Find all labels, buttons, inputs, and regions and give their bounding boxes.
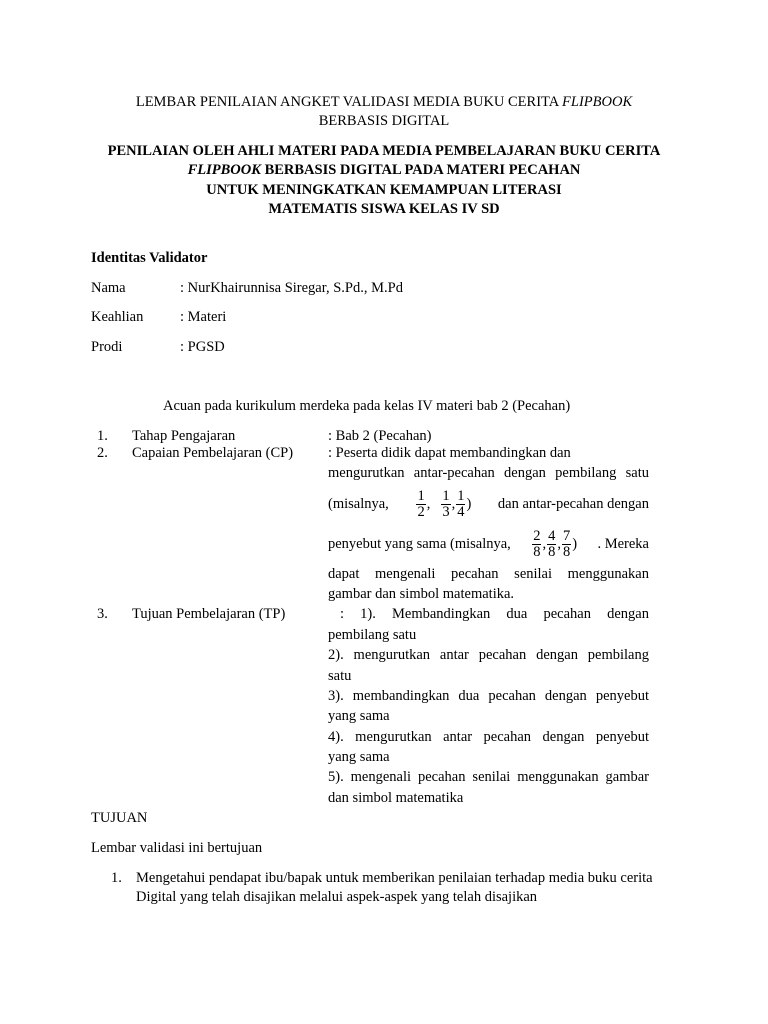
tp-line-10: dan simbol matematika [328,790,464,806]
header-line-2: BERBASIS DIGITAL [318,113,450,129]
tp-line-9: 5). mengenali pecahan senilai menggunakan gambar [328,769,649,785]
fraction-1-3: $\frac{1}{3}$ [442,487,450,520]
item-number-1: 1. [97,428,108,444]
identity-value-program: : PGSD [180,339,225,355]
title-line-4: MATEMATIS SISWA KELAS IV SD [268,201,500,217]
header-italic-flipbook: FLIPBOOK [562,94,633,110]
tujuan-list-item-1-line-1: Mengetahui pendapat ibu/bapak untuk memberikan penilaian terhadap media buku cerita [136,870,653,886]
title-line-3: UNTUK MENINGKATKAN KEMAMPUAN LITERASI [206,182,562,198]
fraction-1-2: $\frac{1}{2}$ [417,487,425,520]
tujuan-list-number-1: 1. [111,870,122,886]
header-line-1: LEMBAR PENILAIAN ANGKET VALIDASI MEDIA BUKU CERITA FLIPBOOK [135,94,633,110]
identity-label-expertise: Keahlian [91,309,144,325]
tp-line-5: 3). membandingkan dua pecahan dengan penyebut [328,688,649,704]
cp-line-6: gambar dan simbol matematika. [328,586,515,602]
item-label-stage: Tahap Pengajaran [132,428,236,444]
cp-fractions-eighths: $\frac{2}{8}$ , $\frac{4}{8}$ , $\frac{7}{8}$ ) [533,527,578,560]
fraction-4-8: $\frac{4}{8}$ [548,527,556,560]
tujuan-intro: Lembar validasi ini bertujuan [91,840,263,856]
tp-line-4: satu [328,668,352,684]
identity-heading: Identitas Validator [91,250,208,266]
fraction-2-8: $\frac{2}{8}$ [533,527,541,560]
tujuan-list-item-1-line-2: Digital yang telah disajikan melalui aspek-aspek yang telah disajikan [136,889,538,905]
item-label-cp: Capaian Pembelajaran (CP) [132,445,294,461]
item-number-2: 2. [97,445,108,461]
tp-line-8: yang sama [328,749,390,765]
item-number-3: 3. [97,606,108,622]
cp-line-5: dapat mengenali pecahan senilai menggunakan [328,566,649,582]
tujuan-heading: TUJUAN [91,810,148,826]
title-line-2: FLIPBOOK BERBASIS DIGITAL PADA MATERI PECAHAN [187,162,581,178]
cp-line-3: (misalnya, $\frac{1}{2}$ , $\frac{1}{3}$ , $\frac{1}{4}$ ) dan antar-pecahan dengan [328,486,649,522]
identity-value-name: : NurKhairunnisa Siregar, S.Pd., M.Pd [180,280,403,296]
cp-fractions-unit: $\frac{1}{2}$ , $\frac{1}{3}$ , $\frac{1}{4}$ ) [417,487,472,520]
curriculum-reference: Acuan pada kurikulum merdeka pada kelas IV materi bab 2 (Pecahan) [163,398,571,414]
tp-line-2: pembilang satu [328,627,417,643]
cp-line-1: : Peserta didik dapat membandingkan dan [328,445,571,461]
identity-value-expertise: : Materi [180,309,227,325]
fraction-1-4: $\frac{1}{4}$ [457,487,465,520]
item-value-stage: : Bab 2 (Pecahan) [328,428,432,444]
identity-label-name: Nama [91,280,126,296]
item-label-tp: Tujuan Pembelajaran (TP) [132,606,286,622]
identity-label-program: Prodi [91,339,123,355]
tp-line-6: yang sama [328,708,390,724]
fraction-7-8: $\frac{7}{8}$ [562,527,571,560]
tp-line-3: 2). mengurutkan antar pecahan dengan pembilang [328,647,649,663]
cp-line-2: mengurutkan antar-pecahan dengan pembilang satu [328,465,649,481]
tp-line-1: : 1). Membandingkan dua pecahan dengan [340,606,649,622]
title-line-1: PENILAIAN OLEH AHLI MATERI PADA MEDIA PEMBELAJARAN BUKU CERITA [107,143,661,159]
tp-line-7: 4). mengurutkan antar pecahan dengan penyebut [328,729,649,745]
cp-line-4: penyebut yang sama (misalnya, $\frac{2}{8}$ , $\frac{4}{8}$ , $\frac{7}{8}$ ) . Mereka [328,526,649,562]
